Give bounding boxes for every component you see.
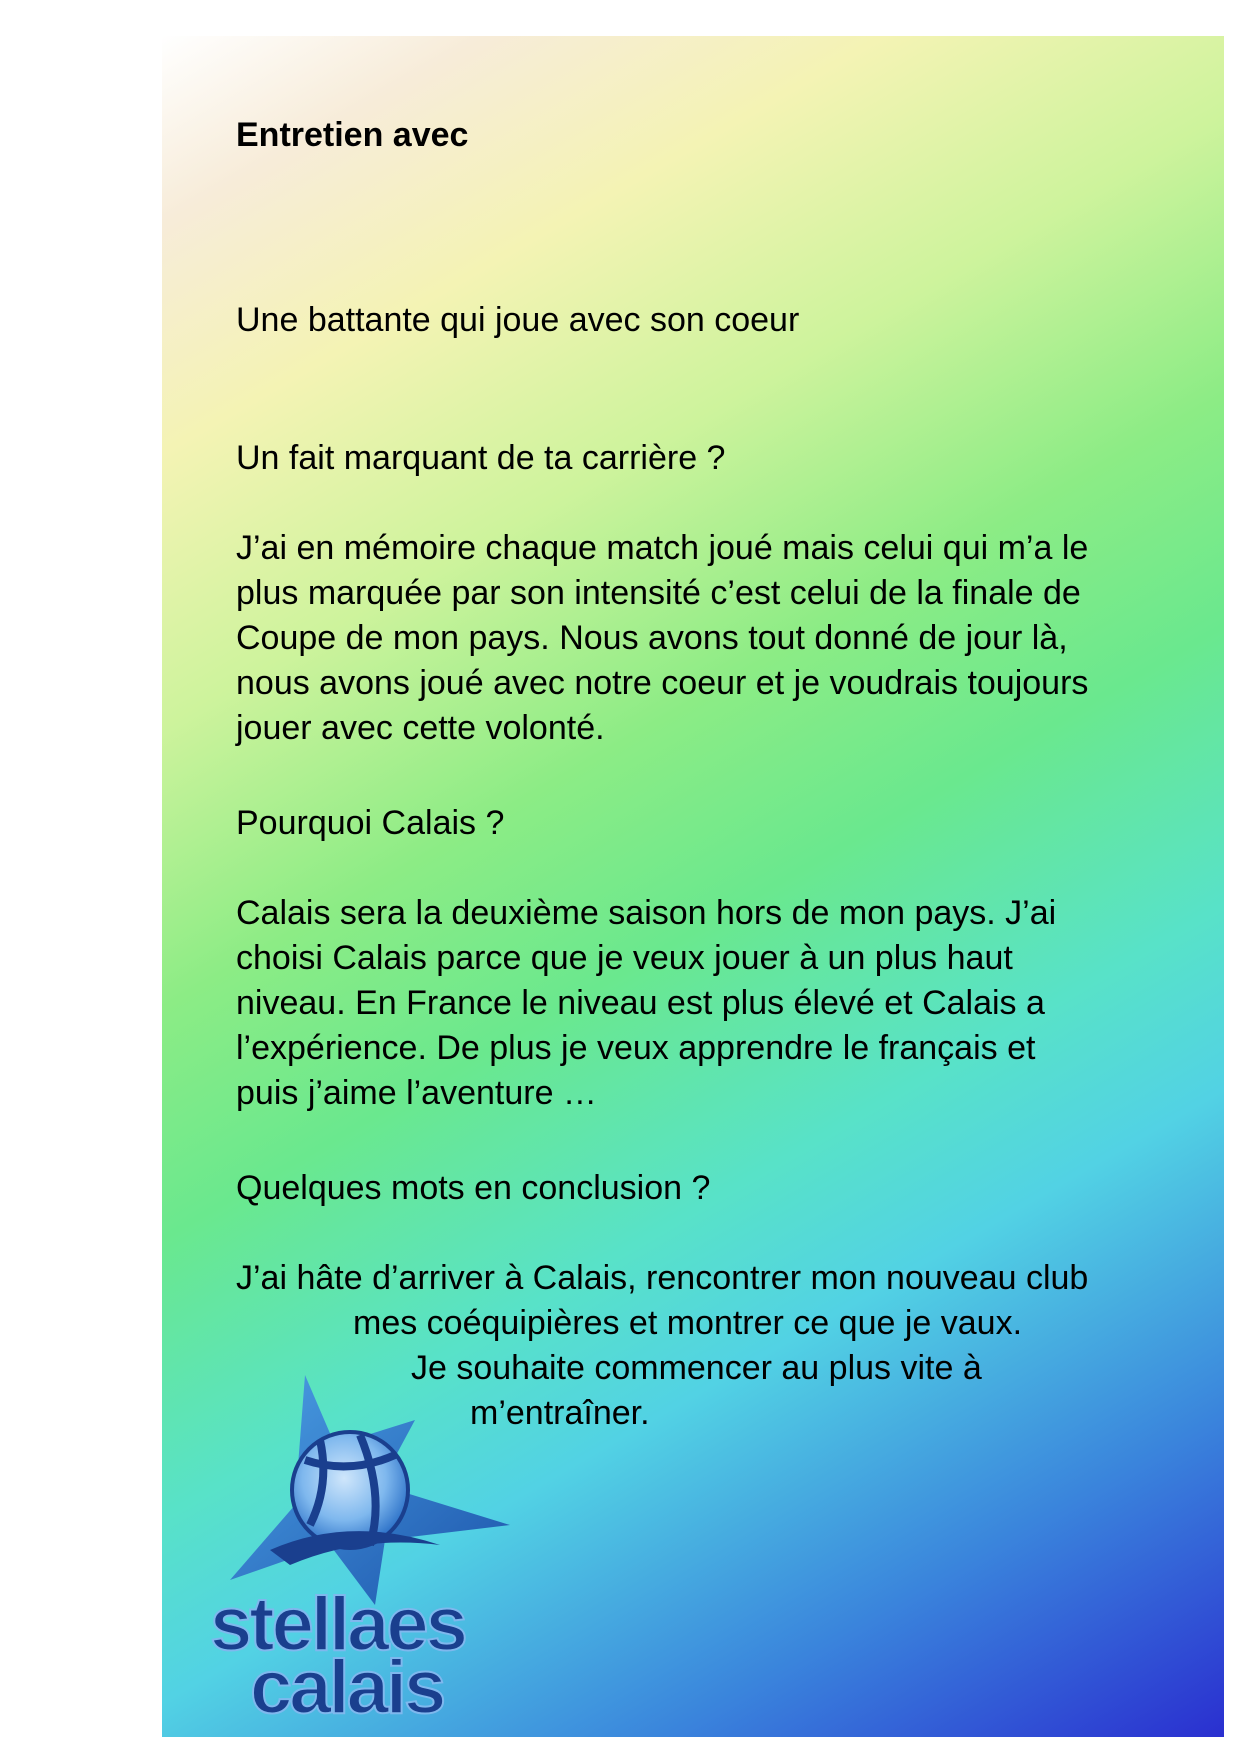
answer-1 <box>236 526 1196 751</box>
answer-1-line: plus marquée par son intensité c’est celui de la finale de <box>236 574 1081 612</box>
document-subtitle: Une battante qui joue avec son coeur <box>236 301 800 339</box>
answer-2-line: niveau. En France le niveau est plus élevé et Calais a <box>236 984 1045 1022</box>
question-3: Quelques mots en conclusion ? <box>236 1169 711 1207</box>
answer-3-line: J’ai hâte d’arriver à Calais, rencontrer mon nouveau club <box>236 1259 1089 1297</box>
answer-2-line: puis j’aime l’aventure … <box>236 1074 597 1112</box>
document-title: Entretien avec <box>236 116 469 154</box>
star-volleyball-logo-icon <box>210 1375 550 1720</box>
answer-2 <box>236 891 1196 1116</box>
question-2: Pourquoi Calais ? <box>236 804 505 842</box>
question-1: Un fait marquant de ta carrière ? <box>236 439 726 477</box>
logo-text-line1: stellaes <box>210 1582 465 1667</box>
answer-2-line: l’expérience. De plus je veux apprendre le français et <box>236 1029 1036 1067</box>
answer-1-line: J’ai en mémoire chaque match joué mais celui qui m’a le <box>236 529 1089 567</box>
logo-text-line2: calais <box>250 1645 444 1720</box>
answer-2-line: choisi Calais parce que je veux jouer à un plus haut <box>236 939 1013 977</box>
answer-2-line: Calais sera la deuxième saison hors de mon pays. J’ai <box>236 894 1057 932</box>
answer-1-line: Coupe de mon pays. Nous avons tout donné de jour là, <box>236 619 1068 657</box>
answer-1-line: nous avons joué avec notre coeur et je voudrais toujours <box>236 664 1089 702</box>
volleyball-shape <box>292 1432 408 1548</box>
answer-1-line: jouer avec cette volonté. <box>236 709 605 747</box>
answer-3-line: m’entraîner. <box>470 1394 650 1432</box>
answer-3-line: mes coéquipières et montrer ce que je vaux. <box>353 1304 1023 1342</box>
answer-3-line: Je souhaite commencer au plus vite à <box>411 1349 982 1387</box>
